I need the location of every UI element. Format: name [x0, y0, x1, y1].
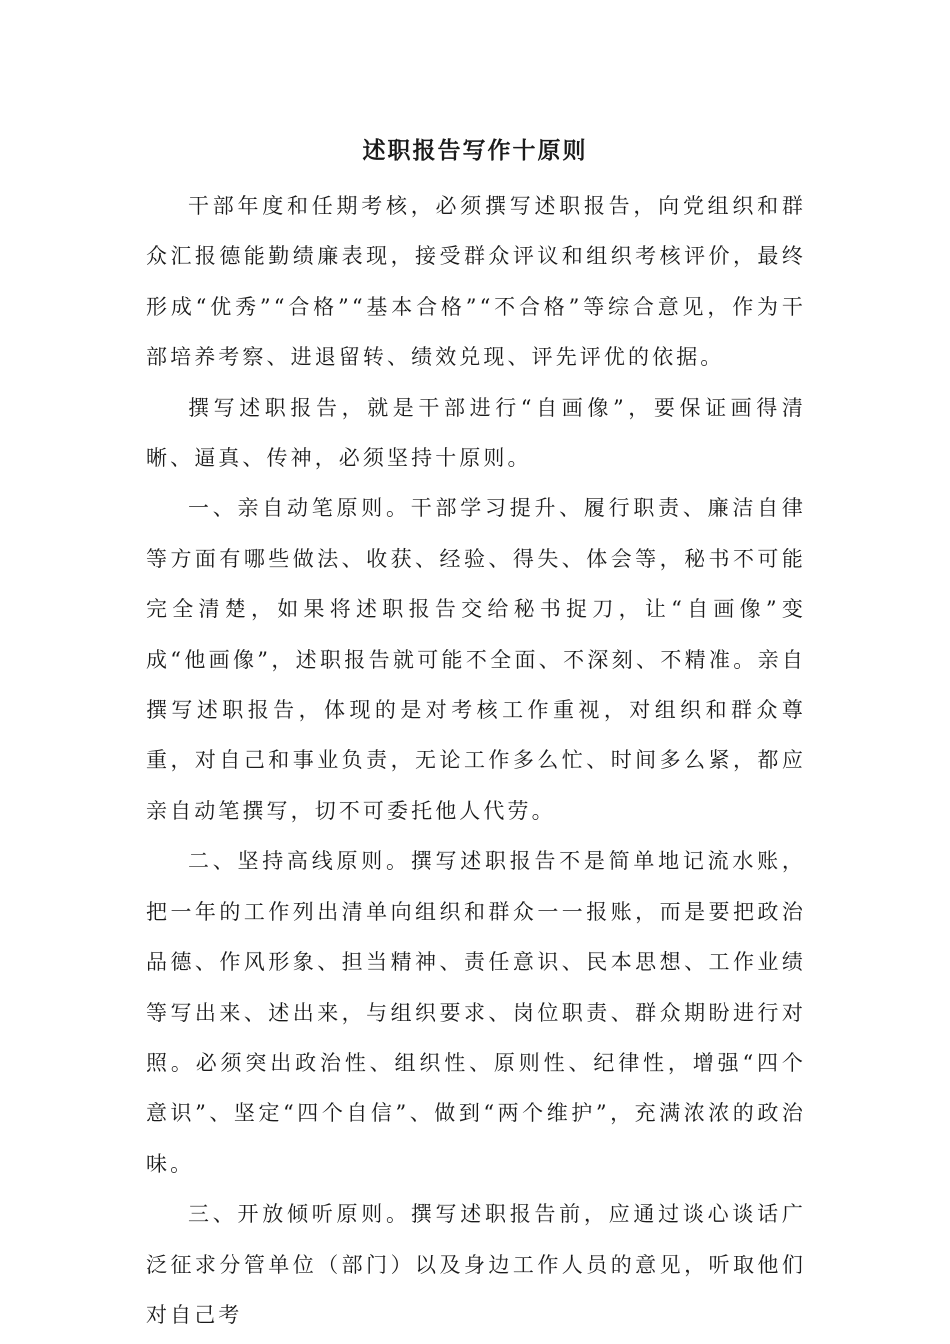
document-title: 述职报告写作十原则	[362, 138, 588, 164]
paragraph-principle-3: 三、开放倾听原则。撰写述职报告前，应通过谈心谈话广泛征求分管单位（部门）以及身边工作人员的意见，听取他们对自己考	[146, 1202, 806, 1327]
paragraph-intro: 干部年度和任期考核，必须撰写述职报告，向党组织和群众汇报德能勤绩廉表现，接受群众评议和组织考核评价，最终形成“优秀”“合格”“基本合格”“不合格”等综合意见，作为干部培养考察、进退留转、绩效兑现、评先评优的依据。	[146, 194, 806, 370]
paragraph-principle-2: 二、坚持高线原则。撰写述职报告不是简单地记流水账，把一年的工作列出清单向组织和群众一一报账，而是要把政治品德、作风形象、担当精神、责任意识、民本思想、工作业绩等写出来、述出来，与组织要求、岗位职责、群众期盼进行对照。必须突出政治性、组织性、原则性、纪律性，增强“四个意识”、坚定“四个自信”、做到“两个维护”，充满浓浓的政治味。	[146, 849, 806, 1176]
document-body	[146, 181, 806, 1340]
paragraph-overview: 撰写述职报告，就是干部进行“自画像”，要保证画得清晰、逼真、传神，必须坚持十原则。	[146, 395, 806, 471]
paragraph-principle-1: 一、亲自动笔原则。干部学习提升、履行职责、廉洁自律等方面有哪些做法、收获、经验、得失、体会等，秘书不可能完全清楚，如果将述职报告交给秘书捉刀，让“自画像”变成“他画像”，述职报告就可能不全面、不深刻、不精准。亲自撰写述职报告，体现的是对考核工作重视，对组织和群众尊重，对自己和事业负责，无论工作多么忙、时间多么紧，都应亲自动笔撰写，切不可委托他人代劳。	[146, 496, 806, 823]
